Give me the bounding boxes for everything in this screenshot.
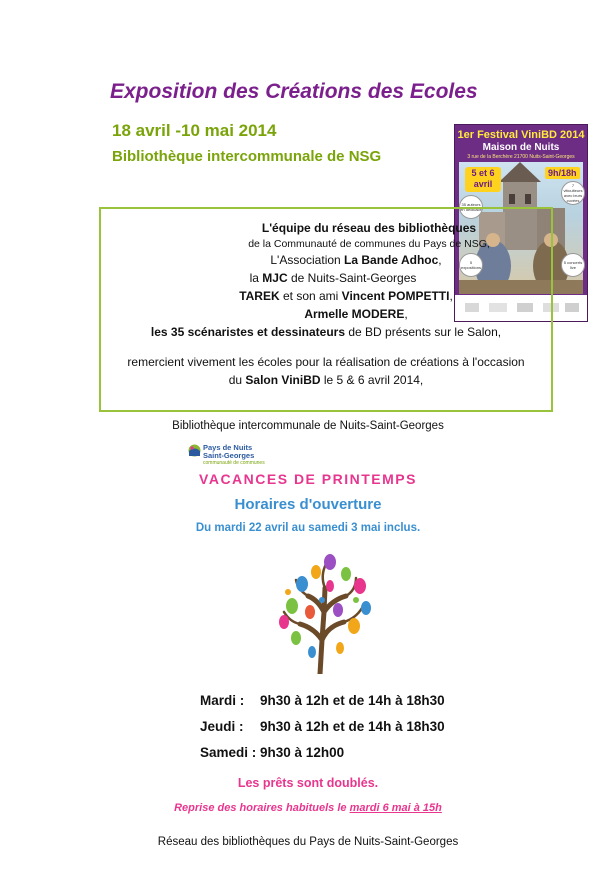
exhibition-title: Exposition des Créations des Ecoles bbox=[110, 80, 478, 103]
tarek-name: TAREK bbox=[239, 289, 280, 303]
mjc-prefix: la bbox=[249, 271, 263, 285]
poster-dates-badge bbox=[465, 167, 501, 192]
thanks-tarek bbox=[101, 287, 551, 305]
thanks-association bbox=[101, 251, 551, 269]
poster-bubble-concerts bbox=[561, 253, 585, 277]
poster-days: 5 et 6 bbox=[471, 168, 495, 178]
thanks-scenarists bbox=[101, 323, 551, 341]
thanks-text bbox=[101, 219, 551, 389]
logo-line3: communauté de communes bbox=[203, 460, 265, 466]
poster-bubble-wine-text: 7 viticulteurs avec leurs cuvées bbox=[563, 183, 583, 203]
thanks-mjc bbox=[101, 269, 551, 287]
schedule-day: Jeudi : bbox=[200, 719, 244, 734]
exhibition-dates: 18 avril -10 mai 2014 bbox=[112, 121, 277, 140]
thanks-box bbox=[99, 207, 553, 412]
poster-bubble-wine bbox=[561, 181, 585, 205]
horaires-subtitle: Horaires d'ouverture bbox=[234, 496, 382, 513]
salon-name: Salon ViniBD bbox=[245, 373, 321, 387]
logo-line1: Pays de Nuits bbox=[203, 443, 253, 452]
mjc-suffix: de Nuits-Saint-Georges bbox=[287, 271, 417, 285]
poster-hours: 9h/18h bbox=[545, 167, 580, 179]
thanks-armelle bbox=[101, 305, 551, 323]
schedule-hours: 9h30 à 12h et de 14h à 18h30 bbox=[260, 693, 445, 708]
schedule-row-mardi bbox=[200, 693, 445, 708]
tarek-mid: et son ami bbox=[279, 289, 342, 303]
scenarists-rest: de BD présents sur le Salon, bbox=[345, 325, 502, 339]
network-footer: Réseau des bibliothèques du Pays de Nuits-Saint-Georges bbox=[157, 836, 459, 848]
vacances-title: VACANCES DE PRINTEMPS bbox=[199, 471, 417, 487]
thanks-team: L'équipe du réseau des bibliothèques bbox=[261, 221, 477, 235]
armelle-suffix: , bbox=[404, 307, 408, 321]
poster-month: avril bbox=[473, 179, 493, 189]
tarek-suffix: , bbox=[449, 289, 453, 303]
poster-title: 1er Festival ViniBD 2014 bbox=[457, 129, 585, 141]
association-suffix: , bbox=[438, 253, 442, 267]
schedule-row-jeudi bbox=[200, 719, 445, 734]
thanks-salon bbox=[101, 371, 551, 389]
schedule-hours: 9h30 à 12h00 bbox=[256, 745, 345, 760]
reprise-prefix: Reprise des horaires habituels le bbox=[174, 802, 350, 814]
reprise-horaires bbox=[0, 802, 616, 814]
schedule-day: Samedi : bbox=[200, 745, 257, 760]
easter-tree-illustration bbox=[270, 552, 380, 674]
scenarists-bold: les 35 scénaristes et dessinateurs bbox=[150, 325, 346, 339]
schedule-hours: 9h30 à 12h et de 14h à 18h30 bbox=[260, 719, 445, 734]
armelle-name: Armelle MODERE bbox=[304, 307, 405, 321]
association-name: La Bande Adhoc bbox=[344, 253, 439, 267]
community-logo bbox=[188, 443, 268, 469]
poster-venue: Maison de Nuits bbox=[482, 142, 560, 153]
salon-suffix: le 5 & 6 avril 2014, bbox=[320, 373, 424, 387]
community-logo-icon bbox=[188, 444, 201, 457]
poster-bubble-authors-text: 35 auteurs en dédicace bbox=[460, 202, 482, 212]
exhibition-library: Bibliothèque intercommunale de NSG bbox=[112, 148, 382, 165]
thanks-community: de la Communauté de communes du Pays de NSG, bbox=[248, 238, 490, 250]
association-prefix: L'Association bbox=[270, 253, 345, 267]
logo-line2: Saint-Georges bbox=[203, 451, 255, 460]
thanks-remerciement: remercient vivement les écoles pour la réalisation de créations à l'occasion bbox=[127, 355, 525, 369]
poster-address: 3 rue de la Berchère 21700 Nuits-Saint-Georges bbox=[467, 154, 575, 160]
vincent-name: Vincent POMPETTI bbox=[341, 289, 450, 303]
schedule-day: Mardi : bbox=[200, 693, 245, 708]
salon-prefix: du bbox=[228, 373, 246, 387]
reprise-date: mardi 6 mai à 15h bbox=[349, 802, 442, 814]
mjc-name: MJC bbox=[262, 271, 288, 285]
prets-doubles: Les prêts sont doublés. bbox=[237, 776, 379, 790]
poster-bubble-concerts-text: 5 concerts live bbox=[563, 260, 583, 270]
vacances-period: Du mardi 22 avril au samedi 3 mai inclus. bbox=[195, 522, 421, 534]
poster-bubble-exhibitions-text: 5 expositions bbox=[460, 260, 481, 270]
schedule-row-samedi bbox=[200, 745, 344, 760]
library-full-name: Bibliothèque intercommunale de Nuits-Saint-Georges bbox=[172, 420, 444, 432]
